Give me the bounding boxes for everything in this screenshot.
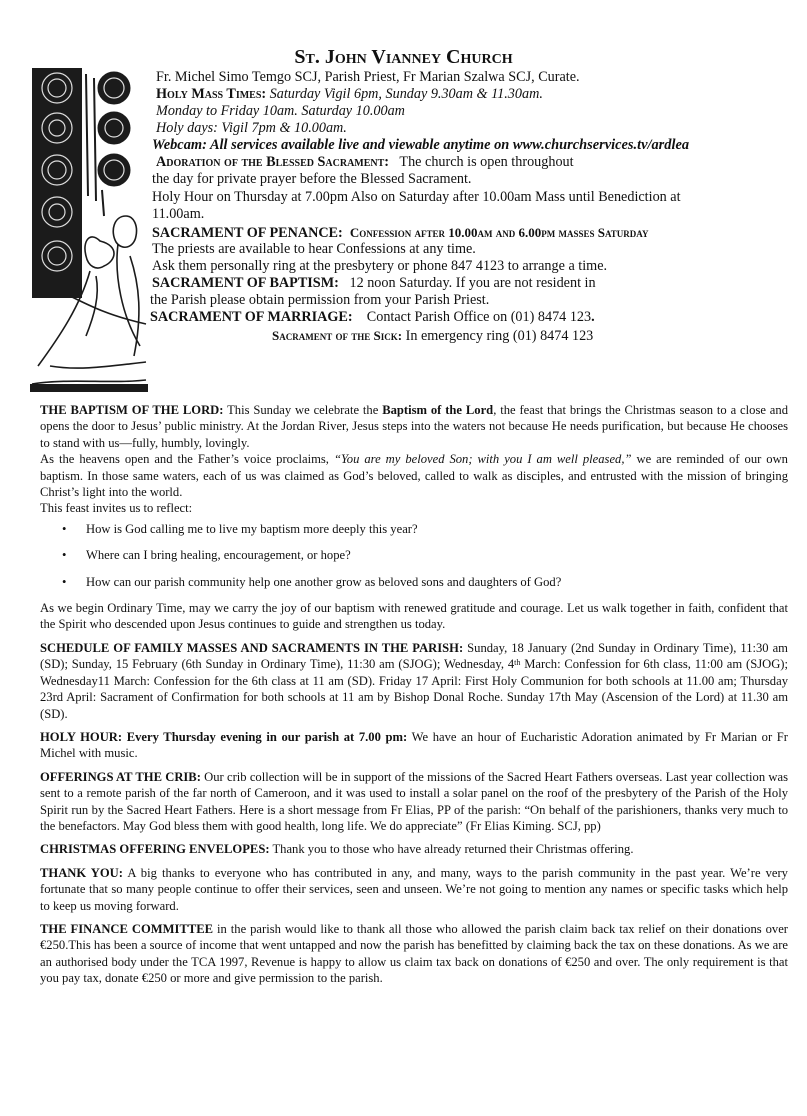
baptism-text-2: the Parish please obtain permission from your Parish Priest. [150,292,490,308]
mass-times-1: Saturday Vigil 6pm, Sunday 9.30am & 11.30am. [269,86,543,102]
penance-text-1: The priests are available to hear Confessions at any time. [152,241,476,257]
sick-line [272,327,593,345]
thank-you-text: A big thanks to everyone who has contributed in any, and many, ways to the parish community in the past year. We’re very fortunate that so many people continue to offer their services, seen and unseen. We’re not going to mention any names or specific tasks which help to keep us moving forward. [40,865,788,913]
holy-hour-heading: HOLY HOUR: Every Thursday evening in our parish at 7.00 pm: [40,729,408,744]
schedule-heading: SCHEDULE OF FAMILY MASSES AND SACRAMENTS IN THE PARISH: [40,640,464,655]
holy-hour-header-1: Holy Hour on Thursday at 7.00pm Also on Saturday after 10.00am Mass until Benediction at [152,189,681,205]
voice-quote: “You are my beloved Son; with you I am well pleased,” [333,452,632,467]
webcam-line: Webcam: All services available live and viewable anytime on www.churchservices.tv/ardlea [152,137,690,153]
voice-text-a: As the heavens open and the Father’s voice proclaims, [40,452,329,467]
list-item [40,574,788,590]
baptism-of-lord-paragraph [40,402,788,451]
penance-heading-line [152,224,648,242]
marriage-text: Contact Parish Office on (01) 8474 123 [366,309,592,325]
schedule-sup: th [514,658,521,668]
schedule-paragraph [40,640,788,722]
clergy-line: Fr. Michel Simo Temgo SCJ, Parish Priest, Fr Marian Szalwa SCJ, Curate. [156,69,580,85]
church-title: St. John Vianney Church [294,46,513,68]
penance-label: SACRAMENT OF PENANCE: [152,225,343,241]
baptism-label: SACRAMENT OF BAPTISM: [152,275,339,291]
mass-times-label: Holy Mass Times: [156,86,267,102]
penance-text-2: Ask them personally ring at the presbytery or phone 847 4123 to arrange a time. [152,258,608,274]
penance-subheading: Confession after 10.00am and 6.00pm masses Saturday [349,225,649,240]
offerings-heading: OFFERINGS AT THE CRIB: [40,769,201,784]
adoration-label: Adoration of the Blessed Sacrament: [156,154,390,170]
list-item-text: How is God calling me to live my baptism more deeply this year? [86,521,418,536]
envelopes-text: Thank you to those who have already returned their Christmas offering. [272,842,634,857]
thank-you-heading: THANK YOU: [40,865,123,880]
adoration-text-2: the day for private prayer before the Blessed Sacrament. [152,171,472,187]
baptism-of-lord-bold: Baptism of the Lord [382,403,494,417]
mass-times-line [156,86,543,103]
holy-hour-text: We have an hour of Eucharistic Adoration animated by Fr Marian or Fr Michel with music. [40,729,789,761]
schedule-text-b: March: Confession for 6th class, 11:00 am (SJOG); Wednesday11 March: Confession for the 6th class at 11 am (SD). Friday 17 April: First Holy Communion for both schools at 11.00 am; Thursday 23rd April: Sacrament of Confirmation for both schools at 11 am by Bishop Donal Roche. Sunday 17th May (Ascension of the Lord) at 11.30 am (SD). [40,657,788,721]
finance-paragraph [40,921,788,987]
sick-text: In emergency ring (01) 8474 123 [405,328,594,344]
holy-hour-paragraph [40,729,788,762]
envelopes-heading: CHRISTMAS OFFERING ENVELOPES: [40,842,270,857]
bullet-icon: • [62,574,67,589]
list-item [40,521,788,537]
holy-hour-header-2: 11.00am. [152,206,205,222]
adoration-text-1: The church is open throughout [399,154,574,170]
voice-text-b: we are reminded of our own baptism. In those same waters, each of us was claimed as God’s beloved, called to walk as disciples, and entrusted with the mission of bringing Christ’s light into the world. [40,452,788,500]
list-item-text: How can our parish community help one another grow as beloved sons and daughters of God? [86,574,562,589]
reflect-intro: This feast invites us to reflect: [40,501,193,516]
baptism-line [152,275,596,292]
baptism-text-1: 12 noon Saturday. If you are not resident in [349,275,596,291]
ordinary-time-paragraph: As we begin Ordinary Time, may we carry the joy of our baptism with renewed gratitude and courage. Let us walk together in faith, confident that the Spirit who descended upon Jesus continues to guide and strengthen us today. [40,601,788,632]
adoration-line [156,154,574,171]
list-item [40,547,788,563]
bullet-icon: • [62,521,67,536]
thank-you-paragraph [40,865,788,914]
marriage-line: SACRAMENT OF MARRIAGE: Contact Parish Office on (01) 8474 123. [150,309,595,325]
finance-heading: THE FINANCE COMMITTEE [40,921,214,936]
church-woodcut-image [30,66,148,394]
bulletin-body [40,402,788,994]
offerings-paragraph [40,769,788,835]
sick-label: Sacrament of the Sick: [272,328,403,343]
schedule-text-a: Sunday, 18 January (2nd Sunday in Ordinary Time), 11:30 am (SD); Sunday, 15 February (6th Sunday in Ordinary Time), 11:30 am (SJOG); Wednesday, 4 [40,640,788,672]
list-item-text: Where can I bring healing, encouragement, or hope? [86,548,351,563]
envelopes-paragraph [40,841,788,857]
voice-paragraph [40,451,788,500]
baptism-of-lord-text-b: , the feast that brings the Christmas season to a close and opens the door to Jesus’ public ministry. At the Jordan River, Jesus steps into the waters not because He needs purification, but because He chooses to stand with us—fully, humbly, lovingly. [40,403,788,450]
marriage-label: SACRAMENT OF MARRIAGE: [150,309,353,325]
mass-times-3: Holy days: Vigil 7pm & 10.00am. [156,120,347,136]
reflection-list [40,521,788,590]
medallion-column-right [98,72,130,186]
mass-times-2: Monday to Friday 10am. Saturday 10.00am [156,103,405,119]
bullet-icon: • [62,548,67,563]
baptism-of-lord-text-a: This Sunday we celebrate the [227,403,379,417]
baptism-of-lord-heading: THE BAPTISM OF THE LORD: [40,403,224,417]
finance-text: in the parish would like to thank all those who allowed the parish claim back tax relief on their donations over €250.This has been a source of income that went untapped and now the parish has benefitted by claiming back the tax on these donations. As we are an authorised body under the TCA 1997, Revenue is happy to allow us claim tax back on donations of €250 and over. The only requirement is that you pay tax, donate €250 or more and give permission to the parish. [40,921,788,986]
offerings-text: Our crib collection will be in support of the missions of the Sacred Heart Fathers overseas. Last year collection was sent to a remote parish of the far north of Cameroon, and it was used to install a solar panel on the roof of the presbytery of the Parish of the Holy Spirit run by the Sacred Heart Fathers. Here is a short message from Fr Elias, PP of the parish: “On behalf of the parishioners, thanks very much to the benefactors. May God bless them with good health, long life. We do appreciate” (Fr Elias Kiming. SCJ, pp) [40,769,788,833]
